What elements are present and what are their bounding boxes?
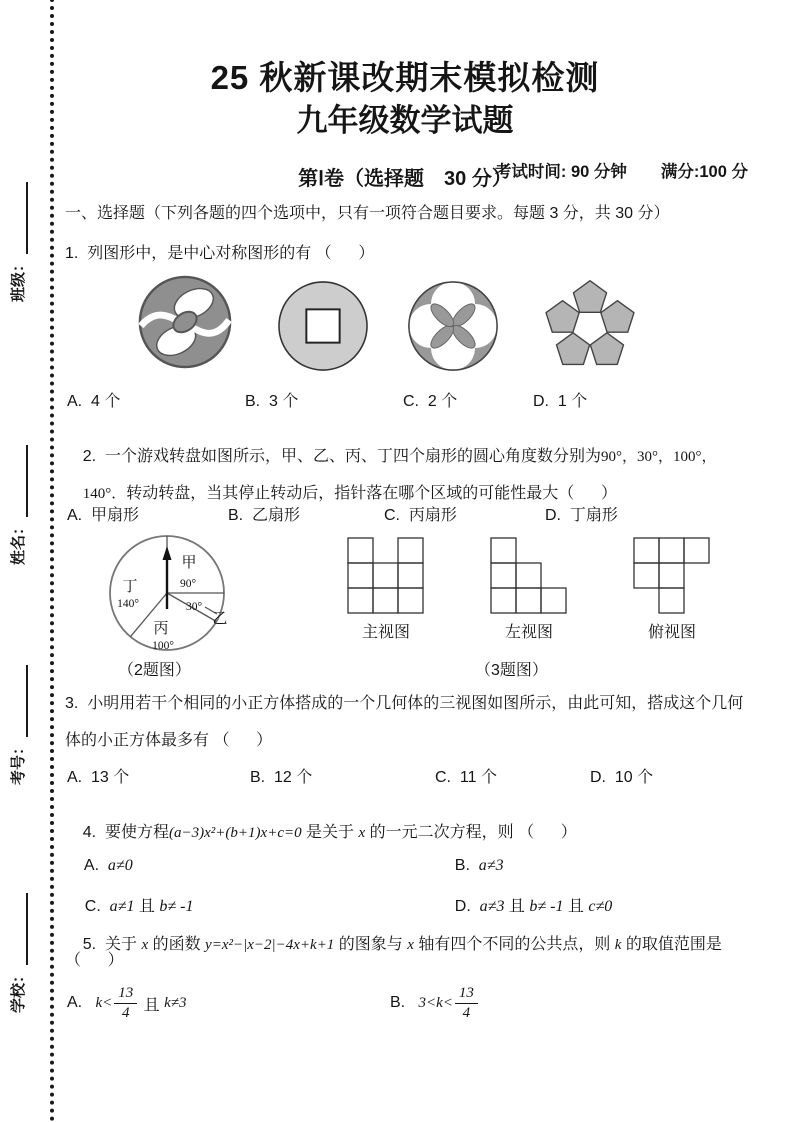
q4-variable-x: x [358, 824, 366, 841]
margin-field-school [8, 878, 28, 1028]
spinner-deg-100: 100° [152, 640, 174, 652]
q5-option-a-math1: k< [95, 994, 113, 1011]
q4-post-text: 的一元二次方程，则 （ ） [365, 823, 577, 841]
q1-figure-four-petals [407, 280, 499, 372]
spinner-label-bing: 丙 [153, 620, 169, 637]
exam-number-label: 考号： [10, 740, 27, 786]
q5-seg8: 的取值范围是 [621, 935, 722, 953]
margin-field-name [8, 430, 28, 580]
margin-field-class [8, 167, 28, 317]
q1-option-c: C. 2 个 [403, 393, 458, 410]
spinner-label-jia: 甲 [181, 554, 197, 571]
section-heading: 第Ⅰ卷（选择题 30 分） [298, 168, 512, 190]
q2-line2-text: 转动转盘，当其停止转动后，指针落在哪个区域的可能性最大（ ） [126, 484, 617, 502]
exam-number-blank-line [11, 665, 28, 737]
q5-variable-k: k [614, 936, 622, 953]
question-5-line2: （ ） [65, 952, 124, 969]
q5-option-b [390, 985, 480, 1021]
front-view-label: 主视图 [361, 624, 410, 641]
q4-option-d-math1: a≠3 [479, 898, 505, 915]
q5-option-a [67, 985, 187, 1021]
q3-left-view-figure [490, 537, 568, 615]
q4-option-c-math1: a≠1 [109, 898, 135, 915]
q5-option-b-fraction [455, 985, 478, 1021]
q3-option-a: A. 13 个 [67, 769, 130, 786]
question-3-line2: 体的小正方体最多有 （ ） [65, 732, 273, 749]
exam-time: 考试时间: 90 分钟 [494, 163, 627, 182]
q5-option-a-label: A. [67, 994, 96, 1011]
q1-figure-five-pentagons [542, 278, 638, 376]
part-one-intro: 一、选择题（下列各题的四个选项中，只有一项符合题目要求。每题 3 分，共 30 分） [65, 205, 670, 222]
question-3-line1: 3. 小明用若干个相同的小正方体搭成的一个几何体的三视图如图所示，由此可知，搭成这个几何 [65, 695, 744, 712]
fraction-numerator: 13 [455, 985, 478, 1004]
spinner-deg-90: 90° [179, 578, 197, 590]
q4-option-b-math: a≠3 [478, 857, 504, 874]
question-1-text: 1. 列图形中，是中心对称图形的有 （ ） [65, 245, 375, 262]
q2-line1-degrees: 90°，30°，100°， [601, 448, 717, 465]
q2-line2-degree: 140°． [82, 485, 127, 502]
class-blank-line [11, 182, 28, 254]
q1-option-a: A. 4 个 [67, 393, 121, 410]
q4-mid-text: 是关于 [301, 823, 359, 841]
spinner-label-yi: 乙 [212, 610, 228, 627]
q4-option-c-and: 且 [134, 898, 160, 915]
q4-option-a-math: a≠0 [107, 857, 133, 874]
question-2-line2 [65, 461, 617, 526]
class-label: 班级： [10, 257, 27, 303]
q4-option-d-math2: b≠ -1 [529, 898, 564, 915]
fraction-denominator: 4 [121, 1004, 130, 1021]
figure-2-caption: （2题图） [118, 662, 191, 679]
q5-function-formula: y=x²−|x−2|−4x+k+1 [205, 936, 335, 953]
q1-option-d: D. 1 个 [533, 393, 588, 410]
question-5-line1 [65, 912, 722, 977]
spinner-label-ding: 丁 [122, 578, 138, 595]
q1-figure-swirl-circle [136, 272, 234, 372]
fraction-denominator: 4 [462, 1004, 471, 1021]
q5-variable-x1: x [141, 936, 149, 953]
school-label: 学校： [10, 968, 27, 1014]
q2-option-b: B. 乙扇形 [228, 507, 301, 524]
q4-option-c-label: C. [84, 898, 110, 915]
seal-dotted-line [50, 0, 54, 1122]
spinner-deg-30: 30° [185, 601, 203, 613]
spinner-deg-140: 140° [117, 598, 139, 610]
figure-3-caption: （3题图） [475, 662, 548, 679]
q3-option-c: C. 11 个 [435, 769, 497, 786]
top-view-label: 俯视图 [647, 624, 696, 641]
q2-option-a: A. 甲扇形 [67, 507, 140, 524]
q3-top-view-figure [633, 537, 711, 615]
q3-option-b: B. 12 个 [250, 769, 313, 786]
q4-pre-text: 4. 要使方程 [82, 823, 170, 841]
q5-option-a-math2: k≠3 [164, 994, 187, 1011]
q4-equation: (a−3)x²+(b+1)x+c=0 [169, 824, 302, 841]
q2-option-d: D. 丁扇形 [545, 507, 618, 524]
q4-option-d-and2: 且 [563, 898, 589, 915]
q2-spinner-figure [105, 531, 229, 655]
q5-option-b-math1: 3<k< [418, 994, 453, 1011]
q4-option-d-math3: c≠0 [588, 898, 613, 915]
q4-option-a-label: A. [83, 857, 108, 874]
q3-front-view-figure [347, 537, 425, 615]
q5-variable-x2: x [407, 936, 414, 953]
q1-option-b: B. 3 个 [245, 393, 299, 410]
q4-option-d-and1: 且 [504, 898, 530, 915]
q5-option-a-and: 且 [139, 996, 165, 1014]
school-blank-line [11, 893, 28, 965]
name-blank-line [11, 445, 28, 517]
q3-option-d: D. 10 个 [590, 769, 654, 786]
q5-seg2: 的函数 [148, 935, 206, 953]
q5-option-a-fraction [114, 985, 137, 1021]
left-view-label: 左视图 [504, 624, 553, 641]
fraction-numerator: 13 [114, 985, 137, 1004]
q5-seg4: 的图象与 [334, 935, 408, 953]
q2-option-c: C. 丙扇形 [384, 507, 457, 524]
page-title: 25 秋新课改期末模拟检测 [210, 59, 600, 96]
q5-seg0: 5. 关于 [82, 935, 142, 953]
full-score: 满分:100 分 [660, 163, 748, 182]
q1-figure-coin [277, 280, 369, 372]
q5-seg6: 轴有四个不同的公共点，则 [413, 935, 615, 953]
q5-option-b-label: B. [390, 994, 419, 1011]
q4-option-c-math2: b≠ -1 [159, 898, 194, 915]
q4-option-b-label: B. [454, 857, 479, 874]
q2-line1-text: 2. 一个游戏转盘如图所示，甲、乙、丙、丁四个扇形的圆心角度数分别为 [82, 447, 602, 465]
page-subtitle: 九年级数学试题 [296, 103, 514, 138]
margin-field-exam-number [8, 650, 28, 800]
name-label: 姓名： [10, 520, 27, 566]
q4-option-d-label: D. [454, 898, 480, 915]
